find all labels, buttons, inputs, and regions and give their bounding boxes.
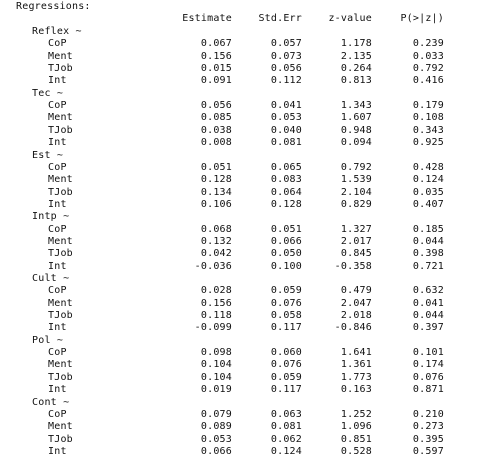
table-row bbox=[0, 75, 489, 87]
z-value-cell: 0.163 bbox=[340, 384, 372, 396]
table-row bbox=[0, 100, 489, 112]
variable-label: TJob bbox=[48, 371, 73, 383]
std-err-cell: 0.081 bbox=[270, 421, 302, 433]
estimate-cell: -0.036 bbox=[194, 260, 232, 272]
z-value-cell: 2.017 bbox=[340, 235, 372, 247]
variable-label: CoP bbox=[48, 38, 67, 50]
variable-label: TJob bbox=[48, 248, 73, 260]
std-err-cell: 0.060 bbox=[270, 347, 302, 359]
p-value-cell: 0.239 bbox=[412, 38, 444, 50]
table-row bbox=[0, 137, 489, 149]
z-value-cell: 1.096 bbox=[340, 421, 372, 433]
p-value-cell: 0.398 bbox=[412, 248, 444, 260]
std-err-cell: 0.064 bbox=[270, 186, 302, 198]
p-value-cell: 0.395 bbox=[412, 433, 444, 445]
group-label: Intp ~ bbox=[32, 211, 70, 223]
estimate-cell: 0.104 bbox=[200, 371, 232, 383]
variable-label: CoP bbox=[48, 223, 67, 235]
p-value-cell: 0.925 bbox=[412, 137, 444, 149]
estimate-cell: 0.038 bbox=[200, 124, 232, 136]
table-row bbox=[0, 384, 489, 396]
estimate-cell: 0.104 bbox=[200, 359, 232, 371]
std-err-cell: 0.076 bbox=[270, 297, 302, 309]
std-err-cell: 0.053 bbox=[270, 112, 302, 124]
z-value-cell: 0.948 bbox=[340, 124, 372, 136]
z-value-cell: 0.813 bbox=[340, 75, 372, 87]
z-value-cell: 0.845 bbox=[340, 248, 372, 260]
z-value-cell: 0.829 bbox=[340, 198, 372, 210]
p-value-cell: 0.871 bbox=[412, 384, 444, 396]
p-value-cell: 0.101 bbox=[412, 347, 444, 359]
table-row bbox=[0, 63, 489, 75]
variable-label: Int bbox=[48, 260, 67, 272]
estimate-cell: 0.068 bbox=[200, 223, 232, 235]
z-value-cell: 2.018 bbox=[340, 310, 372, 322]
estimate-cell: 0.134 bbox=[200, 186, 232, 198]
table-row bbox=[0, 434, 489, 446]
z-value-cell: 0.094 bbox=[340, 137, 372, 149]
z-value-cell: 1.327 bbox=[340, 223, 372, 235]
p-value-cell: 0.397 bbox=[412, 322, 444, 334]
std-err-cell: 0.059 bbox=[270, 285, 302, 297]
estimate-cell: -0.099 bbox=[194, 322, 232, 334]
estimate-cell: 0.019 bbox=[200, 384, 232, 396]
variable-label: TJob bbox=[48, 186, 73, 198]
variable-label: Ment bbox=[48, 50, 73, 62]
table-row bbox=[0, 298, 489, 310]
z-value-cell: 1.641 bbox=[340, 347, 372, 359]
std-err-cell: 0.112 bbox=[270, 75, 302, 87]
variable-label: Int bbox=[48, 384, 67, 396]
table-row bbox=[0, 310, 489, 322]
table-row bbox=[0, 125, 489, 137]
p-value-cell: 0.076 bbox=[412, 371, 444, 383]
estimate-cell: 0.028 bbox=[200, 285, 232, 297]
p-value-cell: 0.428 bbox=[412, 161, 444, 173]
p-value-cell: 0.041 bbox=[412, 297, 444, 309]
p-value-cell: 0.035 bbox=[412, 186, 444, 198]
z-value-cell: 1.607 bbox=[340, 112, 372, 124]
z-value-cell: 1.252 bbox=[340, 408, 372, 420]
std-err-cell: 0.128 bbox=[270, 198, 302, 210]
z-value-cell: 0.528 bbox=[340, 445, 372, 457]
table-row bbox=[0, 347, 489, 359]
std-err-cell: 0.063 bbox=[270, 408, 302, 420]
estimate-cell: 0.085 bbox=[200, 112, 232, 124]
p-value-cell: 0.792 bbox=[412, 63, 444, 75]
estimate-cell: 0.118 bbox=[200, 310, 232, 322]
header-z-value: z-value bbox=[328, 13, 372, 24]
p-value-cell: 0.033 bbox=[412, 50, 444, 62]
table-row bbox=[0, 409, 489, 421]
std-err-cell: 0.100 bbox=[270, 260, 302, 272]
z-value-cell: -0.846 bbox=[334, 322, 372, 334]
estimate-cell: 0.067 bbox=[200, 38, 232, 50]
header-p-value: P(>|z|) bbox=[400, 13, 444, 24]
z-value-cell: 2.135 bbox=[340, 50, 372, 62]
header-std-err: Std.Err bbox=[258, 13, 302, 24]
variable-label: Ment bbox=[48, 174, 73, 186]
header-estimate: Estimate bbox=[182, 13, 232, 24]
estimate-cell: 0.156 bbox=[200, 50, 232, 62]
std-err-cell: 0.117 bbox=[270, 384, 302, 396]
estimate-cell: 0.128 bbox=[200, 174, 232, 186]
std-err-cell: 0.076 bbox=[270, 359, 302, 371]
std-err-cell: 0.062 bbox=[270, 433, 302, 445]
p-value-cell: 0.416 bbox=[412, 75, 444, 87]
p-value-cell: 0.185 bbox=[412, 223, 444, 235]
std-err-cell: 0.081 bbox=[270, 137, 302, 149]
z-value-cell: 1.361 bbox=[340, 359, 372, 371]
table-row bbox=[0, 112, 489, 124]
variable-label: TJob bbox=[48, 124, 73, 136]
std-err-cell: 0.056 bbox=[270, 63, 302, 75]
variable-label: CoP bbox=[48, 100, 67, 112]
table-row bbox=[0, 187, 489, 199]
variable-label: Ment bbox=[48, 235, 73, 247]
p-value-cell: 0.179 bbox=[412, 100, 444, 112]
table-row bbox=[0, 285, 489, 297]
table-row bbox=[0, 359, 489, 371]
p-value-cell: 0.174 bbox=[412, 359, 444, 371]
z-value-cell: 2.104 bbox=[340, 186, 372, 198]
p-value-cell: 0.124 bbox=[412, 174, 444, 186]
estimate-cell: 0.015 bbox=[200, 63, 232, 75]
z-value-cell: 0.479 bbox=[340, 285, 372, 297]
table-row bbox=[0, 322, 489, 334]
variable-label: Int bbox=[48, 137, 67, 149]
estimate-cell: 0.079 bbox=[200, 408, 232, 420]
output-title: Regressions: bbox=[16, 1, 91, 12]
z-value-cell: 1.539 bbox=[340, 174, 372, 186]
estimate-cell: 0.132 bbox=[200, 235, 232, 247]
estimate-cell: 0.053 bbox=[200, 433, 232, 445]
std-err-cell: 0.040 bbox=[270, 124, 302, 136]
variable-label: Ment bbox=[48, 421, 73, 433]
std-err-cell: 0.050 bbox=[270, 248, 302, 260]
group-label: Cult ~ bbox=[32, 273, 70, 284]
std-err-cell: 0.117 bbox=[270, 322, 302, 334]
variable-label: CoP bbox=[48, 161, 67, 173]
column-header-row bbox=[0, 13, 489, 25]
group-label: Cont ~ bbox=[32, 396, 70, 408]
variable-label: Int bbox=[48, 198, 67, 210]
table-row bbox=[0, 51, 489, 63]
estimate-cell: 0.156 bbox=[200, 297, 232, 309]
z-value-cell: 0.851 bbox=[340, 433, 372, 445]
std-err-cell: 0.066 bbox=[270, 235, 302, 247]
table-row bbox=[0, 372, 489, 384]
variable-label: Ment bbox=[48, 112, 73, 124]
estimate-cell: 0.056 bbox=[200, 100, 232, 112]
table-row bbox=[0, 236, 489, 248]
std-err-cell: 0.058 bbox=[270, 310, 302, 322]
table-row bbox=[0, 199, 489, 211]
table-row bbox=[0, 162, 489, 174]
estimate-cell: 0.091 bbox=[200, 75, 232, 87]
std-err-cell: 0.073 bbox=[270, 50, 302, 62]
variable-label: TJob bbox=[48, 310, 73, 322]
z-value-cell: -0.358 bbox=[334, 260, 372, 272]
estimate-cell: 0.089 bbox=[200, 421, 232, 433]
estimate-cell: 0.066 bbox=[200, 445, 232, 457]
estimate-cell: 0.051 bbox=[200, 161, 232, 173]
p-value-cell: 0.407 bbox=[412, 198, 444, 210]
estimate-cell: 0.098 bbox=[200, 347, 232, 359]
table-row bbox=[0, 38, 489, 50]
std-err-cell: 0.057 bbox=[270, 38, 302, 50]
p-value-cell: 0.273 bbox=[412, 421, 444, 433]
variable-label: Ment bbox=[48, 297, 73, 309]
variable-label: TJob bbox=[48, 433, 73, 445]
std-err-cell: 0.124 bbox=[270, 445, 302, 457]
p-value-cell: 0.343 bbox=[412, 124, 444, 136]
std-err-cell: 0.059 bbox=[270, 371, 302, 383]
estimate-cell: 0.008 bbox=[200, 137, 232, 149]
table-row bbox=[0, 261, 489, 273]
estimate-cell: 0.042 bbox=[200, 248, 232, 260]
variable-label: Int bbox=[48, 445, 67, 457]
table-row bbox=[0, 421, 489, 433]
group-label: Pol ~ bbox=[32, 334, 64, 346]
z-value-cell: 1.343 bbox=[340, 100, 372, 112]
variable-label: TJob bbox=[48, 63, 73, 75]
variable-label: CoP bbox=[48, 285, 67, 297]
p-value-cell: 0.108 bbox=[412, 112, 444, 124]
std-err-cell: 0.051 bbox=[270, 223, 302, 235]
table-row bbox=[0, 174, 489, 186]
variable-label: CoP bbox=[48, 408, 67, 420]
p-value-cell: 0.632 bbox=[412, 285, 444, 297]
group-label: Tec ~ bbox=[32, 87, 64, 99]
group-label: Est ~ bbox=[32, 149, 64, 161]
p-value-cell: 0.210 bbox=[412, 408, 444, 420]
table-row bbox=[0, 224, 489, 236]
variable-label: Ment bbox=[48, 359, 73, 371]
p-value-cell: 0.044 bbox=[412, 235, 444, 247]
variable-label: Int bbox=[48, 322, 67, 334]
table-row bbox=[0, 446, 489, 458]
p-value-cell: 0.597 bbox=[412, 445, 444, 457]
p-value-cell: 0.044 bbox=[412, 310, 444, 322]
std-err-cell: 0.065 bbox=[270, 161, 302, 173]
z-value-cell: 0.792 bbox=[340, 161, 372, 173]
z-value-cell: 1.773 bbox=[340, 371, 372, 383]
z-value-cell: 1.178 bbox=[340, 38, 372, 50]
std-err-cell: 0.083 bbox=[270, 174, 302, 186]
group-label: Reflex ~ bbox=[32, 26, 82, 37]
table-row bbox=[0, 248, 489, 260]
variable-label: CoP bbox=[48, 347, 67, 359]
std-err-cell: 0.041 bbox=[270, 100, 302, 112]
z-value-cell: 2.047 bbox=[340, 297, 372, 309]
p-value-cell: 0.721 bbox=[412, 260, 444, 272]
z-value-cell: 0.264 bbox=[340, 63, 372, 75]
estimate-cell: 0.106 bbox=[200, 198, 232, 210]
variable-label: Int bbox=[48, 75, 67, 87]
